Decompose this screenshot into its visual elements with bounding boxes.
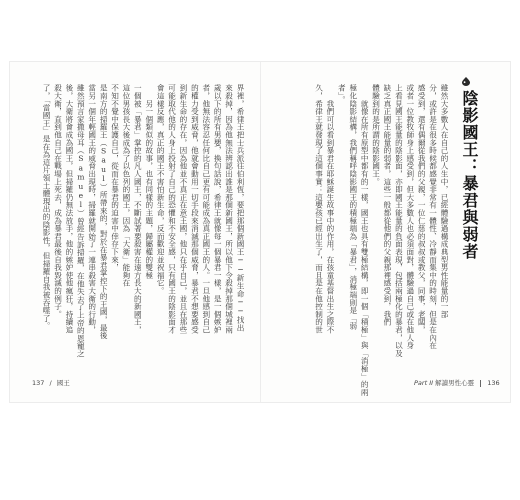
text-line: 者」。 — [337, 84, 347, 104]
left-page-body — [32, 84, 246, 370]
text-line: 雖然預言家撒母耳（Samuel）曾經告訴掃羅，在他失去了上帝的恩寵之 — [76, 84, 86, 358]
text-line: 或者一位教牧師身上感受到，但大多數人也必須面對，體驗過自己或在他人身 — [405, 84, 415, 350]
text-line: 分，或許是在很多時候都感覺非常有一體性、冷靜而集中的時刻，但是在內在 — [428, 84, 438, 350]
text-line: 就像在所有原型中都有的一樣，國王也具有雙極結構，即一個「積極」與「消極」的兩 — [360, 84, 370, 396]
footer-part: Part II — [414, 379, 434, 387]
text-line: 可能取代他的人身上投射了自己的恐懼和不安全感，只有國王的陰影面才 — [167, 84, 177, 334]
text-line: 當另一個年輕國王的威脅出現時，掃羅就開始了一連串殺害大衛的行動， — [87, 84, 97, 334]
footer-book-title: 國王 — [56, 379, 70, 387]
footer-part-title: 解讀男性心靈 — [435, 379, 475, 387]
text-line: 到新生命的存在，因為他並不真正在意王國，他只在乎自己，並且在那些 — [178, 84, 188, 334]
right-page-footer — [414, 378, 500, 387]
left-page-footer — [32, 378, 70, 387]
text-line: 一個被「暴君」掌控的凡人國王，不斷試著要殺害在遠方長大的新國王， — [133, 84, 143, 334]
black-drop-icon — [461, 76, 471, 86]
footer-rule — [480, 380, 481, 387]
footer-separator: / — [49, 379, 52, 387]
text-line: 來殺掉，因為他無法辨認出誰是那個新國王，所以他下令殺掉那個城裡兩 — [224, 84, 234, 334]
footer-page-number: 136 — [487, 379, 500, 387]
text-line: 另一個類似的故事，也有同樣的主題，歸屬權的雙極 — [144, 84, 154, 279]
text-line: 的權力受到威脅，他就會動用一切手段來消滅那個威脅，暴君不想要感受 — [190, 84, 200, 334]
text-line: 雖然大多數人在自己的人生中，已經體驗過構成典型男性能量的一部 — [440, 84, 449, 318]
text-line: 界裡，希律王把士兵派往伯利恆，要把那個新國王──新生命──找出 — [236, 84, 245, 332]
text-line: 不知不覺中保護自己，從而在暴君的迫害中倖存下來， — [110, 84, 120, 272]
text-line: 極化陰影結構，我們稱呼陰影國王的積極端為「暴君」，消極端則是「弱 — [348, 84, 358, 330]
text-line: 歲以下的所有男嬰，換句話說，希律王就像每一個暴君一樣，是一個嫉妒 — [213, 84, 223, 334]
text-line: 久，希律王就發現了這個事實：這嬰孩已經出生了，而且是在他控制的世 — [314, 84, 324, 334]
text-line: 殺大衛，直到他自己在戰場上死去，成為暴君最後自我毀滅的例子。 — [53, 84, 63, 318]
page-gutter — [260, 62, 261, 402]
footer-page-number: 137 — [32, 379, 45, 387]
text-line: 是南方的掃羅王（Saul）所帶來的，對於在暴君掌控下的王國，最後 — [99, 84, 109, 340]
text-line: 這位男孩長大後成為了以色列的國王，因為「大衛」能夠在 — [121, 84, 131, 287]
text-line: 缺乏真正國王能量的弱者，這些一般都從他們的父親那裡感受到，我們 — [382, 84, 392, 326]
text-line: 感受到，還有偶爾從我們的父親，一位仁慈的叔叔或教父，同事，老闆， — [417, 84, 427, 334]
text-line: 會這樣反應，真正的國王不害怕新生命，反而歡迎並祝福它。 — [156, 84, 166, 295]
text-line: 我們可以看到暴君在耶穌誕生故事中的作用，在孩童基督出生之際不 — [325, 84, 335, 334]
text-line: 後，大衛將會成為國王，但掃羅仍無法放手，他的嫉妒使他瘋狂，持續追 — [64, 84, 74, 334]
book-spread — [10, 62, 510, 402]
text-line: 上看見國王能量的陰影面，亦即國王能量的負面表現，包括兩極化的暴君，以及 — [394, 84, 404, 357]
text-line: 者，他無法容忍任何比自己更有可能成為真正國王的人。一旦他感到自己 — [201, 84, 211, 334]
section-heading: 陰影國王：暴君與弱者 — [460, 90, 479, 260]
text-line: 了，「當國王」是在為這片領土體現出的陰影性，但掃羅自我被吞噬了。 — [42, 84, 52, 330]
text-line: 體驗到的是所謂的陰影國王。 — [371, 84, 381, 186]
